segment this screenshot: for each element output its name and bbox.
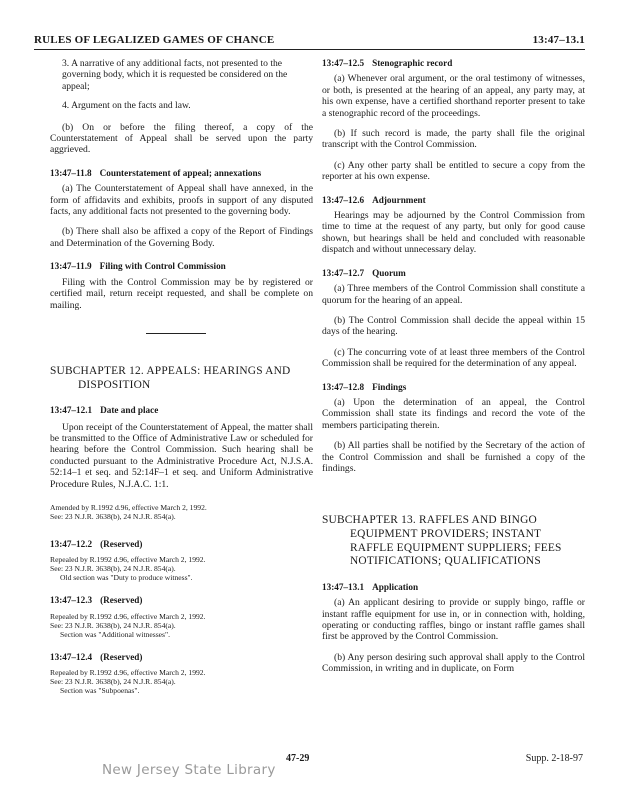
section-divider: [146, 333, 206, 334]
section-title: (Reserved): [100, 595, 143, 606]
paragraph: 3. A narrative of any additional facts, not presented to the governing body, which it is requested be considered on the appeal;: [62, 58, 288, 92]
section-heading: [50, 405, 313, 416]
supplement-date: Supp. 2-18-97: [525, 753, 583, 764]
section-number: 13:47–13.1: [322, 581, 365, 592]
header-section-number: 13:47–13.1: [532, 34, 585, 46]
history-line: See: 23 N.J.R. 3638(b), 24 N.J.R. 854(a).: [50, 677, 176, 687]
paragraph: (b) The Control Commission shall decide the appeal within 15 days of the hearing.: [322, 314, 585, 338]
section-heading: [322, 582, 585, 593]
section-heading: [50, 595, 313, 606]
paragraph: Filing with the Control Commission may be by registered or certified mail, return receipt requested, and shall be complete on mailing.: [50, 276, 313, 311]
section-title: Stenographic record: [372, 58, 453, 68]
paragraph: (b) All parties shall be notified by the Secretary of the action of the Control Commission and shall be furnished a copy of the findings.: [322, 440, 585, 474]
section-title: Quorum: [372, 267, 406, 278]
paragraph: (c) The concurring vote of at least three members of the Control Commission shall be required for the determination of any appeal.: [322, 346, 585, 370]
history-note: [50, 612, 313, 639]
history-line: Repealed by R.1992 d.96, effective March 2, 1992.: [50, 611, 206, 621]
section-number: 13:47–11.8: [50, 167, 92, 178]
paragraph: (b) There shall also be affixed a copy of the Report of Findings and Determination of the Governing Body.: [50, 226, 313, 249]
paragraph: 4. Argument on the facts and law.: [62, 100, 191, 112]
running-header: [34, 34, 585, 48]
header-title: RULES OF LEGALIZED GAMES OF CHANCE: [34, 34, 275, 46]
section-title: (Reserved): [100, 538, 143, 549]
history-line: See: 23 N.J.R. 3638(b), 24 N.J.R. 854(a).: [50, 564, 176, 574]
history-line: Section was "Additional witnesses".: [60, 629, 170, 639]
section-number: 13:47–12.2: [50, 538, 93, 549]
left-column: [50, 58, 313, 695]
subchapter-heading: SUBCHAPTER 12. APPEALS: HEARINGS AND DISPOSITION: [50, 364, 291, 391]
section-heading: [50, 652, 313, 663]
paragraph: (a) An applicant desiring to provide or supply bingo, raffle or instant raffle equipment for use in, or in connection with, holding, operating or conducting raffles, bingo or instant raffle games shall first be approved by the Control Commission.: [322, 597, 585, 643]
history-line: Section was "Subpoenas".: [60, 686, 140, 696]
paragraph: (a) Upon the determination of an appeal, the Control Commission shall state its findings and record the vote of the members participating therein.: [322, 396, 585, 431]
section-title: Application: [372, 581, 419, 592]
library-stamp: New Jersey State Library: [102, 762, 276, 778]
section-number: 13:47–12.1: [50, 405, 93, 416]
section-heading: [322, 58, 585, 69]
paragraph: Upon receipt of the Counterstatement of Appeal, the matter shall be transmitted to the Office of Administrative Law or scheduled for hearing before the Control Commission. Such hearing shall be conducted pursuant to the Administrative Procedure Act, N.J.S.A. 52:14–1 et seq. and 52:14F–1 et seq. and Uniform Administrative Procedure Rules, N.J.A.C. 1:1.: [50, 421, 313, 490]
paragraph: (b) Any person desiring such approval shall apply to the Control Commission, in writing and in duplicate, on Form: [322, 651, 585, 675]
paragraph: (b) On or before the filing thereof, a copy of the Counterstatement of Appeal shall be served upon the party aggrieved.: [50, 121, 313, 156]
history-line: Repealed by R.1992 d.96, effective March 2, 1992.: [50, 668, 206, 678]
section-heading: [50, 168, 313, 179]
section-heading: [322, 195, 585, 206]
paragraph: (b) If such record is made, the party shall file the original transcript with the Control Commission.: [322, 128, 585, 151]
header-rule: [34, 49, 585, 50]
section-title: Adjournment: [372, 194, 426, 205]
section-heading: [322, 382, 585, 393]
paragraph: (a) Three members of the Control Commission shall constitute a quorum for the hearing of an appeal.: [322, 283, 585, 306]
section-number: 13:47–12.7: [322, 267, 365, 278]
history-line: See: 23 N.J.R. 3638(b), 24 N.J.R. 854(a).: [50, 620, 176, 630]
section-number: 13:47–12.6: [322, 194, 365, 205]
section-heading: [50, 539, 313, 550]
section-number: 13:47–12.8: [322, 381, 365, 392]
section-title: Counterstatement of appeal; annexations: [99, 167, 262, 178]
history-line: Repealed by R.1992 d.96, effective March 2, 1992.: [50, 555, 206, 565]
history-line: Old section was "Duty to produce witness".: [60, 573, 193, 583]
history-line: See: 23 N.J.R. 3638(b), 24 N.J.R. 854(a).: [50, 511, 176, 521]
section-title: Date and place: [100, 405, 159, 416]
paragraph: (a) The Counterstatement of Appeal shall have annexed, in the form of affidavits and exhibits, proofs in support of any disputed facts, any additional facts not presented to the governing body.: [50, 183, 313, 218]
page-number: 47-29: [286, 753, 310, 764]
paragraph: (c) Any other party shall be entitled to secure a copy from the reporter at his own expense.: [322, 159, 585, 183]
section-number: 13:47–11.9: [50, 261, 92, 272]
section-heading: [322, 268, 585, 279]
section-title: Filing with Control Commission: [99, 261, 226, 272]
history-note: [50, 555, 313, 582]
section-title: Findings: [372, 381, 407, 392]
paragraph: (a) Whenever oral argument, or the oral testimony of witnesses, or both, is presented at the hearing of an appeal, any party may, at his own expense, have a certified shorthand reporter present to take a stenographic record of the proceedings.: [322, 73, 585, 119]
section-title: (Reserved): [100, 651, 143, 662]
section-number: 13:47–12.4: [50, 651, 93, 662]
section-heading: [50, 261, 313, 272]
paragraph: Hearings may be adjourned by the Control Commission from time to time at the request of any party, but only for good cause shown, but hearings shall be held and concluded with reasonable dispatch and without unnecessary delay.: [322, 210, 585, 256]
history-note: [50, 668, 313, 695]
history-line: Amended by R.1992 d.96, effective March 2, 1992.: [50, 502, 207, 512]
right-column: [322, 58, 585, 675]
section-number: 13:47–12.5: [322, 58, 365, 68]
subchapter-heading: SUBCHAPTER 13. RAFFLES AND BINGO EQUIPMENT PROVIDERS; INSTANT RAFFLE EQUIPMENT SUPPLIERS; FEES NOTIFICATIONS; QUALIFICATIONS: [322, 514, 562, 568]
section-number: 13:47–12.3: [50, 595, 93, 606]
history-note: [50, 503, 313, 521]
